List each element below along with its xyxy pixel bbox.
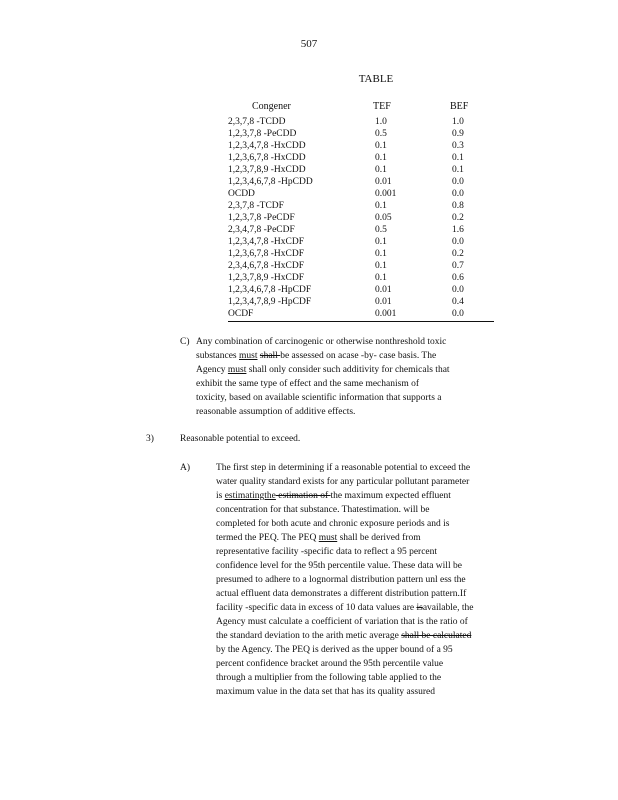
- table-row: [228, 116, 494, 128]
- table-row: [228, 260, 494, 272]
- tef-cell: 0.1: [375, 165, 387, 175]
- table-row: [228, 236, 494, 248]
- congener-cell: 1,2,3,4,7,8,9 -HpCDF: [228, 297, 312, 307]
- paragraph-line: [196, 405, 450, 419]
- bef-cell: 0.0: [452, 189, 464, 199]
- congener-cell: 1,2,3,6,7,8 -HxCDD: [228, 153, 306, 163]
- text-run: completed for both acute and chronic exposure periods and is: [216, 519, 450, 529]
- bef-cell: 0.0: [452, 177, 464, 187]
- tef-cell: 0.1: [375, 141, 387, 151]
- table-row: [228, 308, 494, 320]
- text-run: confidence level for the 95th percentile value. These data will be: [216, 561, 462, 571]
- text-run: concentration for that substance. Thatestimation. will be: [216, 505, 430, 515]
- congener-cell: 1,2,3,7,8 -PeCDF: [228, 213, 295, 223]
- text-run: the standard deviation to the arith metic average: [216, 631, 402, 641]
- paragraph-line: [216, 587, 473, 601]
- paragraph-line: [196, 349, 450, 363]
- table-row: [228, 284, 494, 296]
- paragraph-line: [216, 601, 473, 615]
- text-run: maximum value in the data set that has its quality assured: [216, 687, 435, 697]
- text-run: exhibit the same type of effect and the same mechanism of: [196, 379, 419, 389]
- tef-cell: 0.05: [375, 213, 392, 223]
- tef-cell: 0.1: [375, 153, 387, 163]
- paragraph-line: [216, 503, 473, 517]
- bef-cell: 0.9: [452, 129, 464, 139]
- table-row: [228, 176, 494, 188]
- congener-cell: 1,2,3,4,6,7,8 -HpCDF: [228, 285, 312, 295]
- paragraph-line: [216, 657, 473, 671]
- paragraph-line: [216, 643, 473, 657]
- congener-cell: 2,3,7,8 -TCDD: [228, 117, 286, 127]
- bef-cell: 1.6: [452, 225, 464, 235]
- tef-cell: 0.5: [375, 129, 387, 139]
- paragraph-line: [216, 685, 473, 699]
- deleted-text: shall be calculated: [401, 631, 472, 641]
- bef-cell: 0.1: [452, 165, 464, 175]
- text-run: representative facility -specific data to reflect a 95 percent: [216, 547, 438, 557]
- paragraph-line: [196, 363, 450, 377]
- paragraph-line: [196, 391, 450, 405]
- paragraph-line: [216, 573, 473, 587]
- text-run: be assessed on acase -by- case basis. The: [280, 351, 437, 361]
- bef-cell: 1.0: [452, 117, 464, 127]
- paragraph-line: [216, 475, 473, 489]
- table-header-row: [228, 101, 494, 116]
- inserted-text: must: [227, 365, 247, 375]
- text-run: Agency must calculate a coefficient of variation that is the ratio of: [216, 617, 468, 627]
- congener-cell: OCDF: [228, 309, 254, 319]
- table-row: [228, 212, 494, 224]
- text-run: termed the PEQ. The PEQ: [216, 533, 319, 543]
- section-a-paragraph: [216, 461, 473, 699]
- tef-cell: 0.1: [375, 261, 387, 271]
- tef-cell: 0.01: [375, 285, 392, 295]
- tef-cell: 0.1: [375, 249, 387, 259]
- table-row: [228, 128, 494, 140]
- table-row: [228, 140, 494, 152]
- text-run: shall only consider such additivity for chemicals that: [246, 365, 450, 375]
- paragraph-line: [216, 559, 473, 573]
- table-row: [228, 188, 494, 200]
- text-run: water quality standard exists for any particular pollutant parameter: [216, 477, 470, 487]
- bef-cell: 0.1: [452, 153, 464, 163]
- section-c-paragraph: [196, 335, 450, 419]
- text-run: The first step in determining if a reasonable potential to exceed the: [216, 463, 471, 473]
- tef-cell: 0.1: [375, 273, 387, 283]
- deleted-text: estimation of: [275, 491, 331, 501]
- paragraph-line: [216, 531, 473, 545]
- bef-cell: 0.0: [452, 285, 464, 295]
- bef-cell: 0.3: [452, 141, 464, 151]
- table-body: [228, 116, 494, 320]
- table-row: [228, 152, 494, 164]
- tef-cell: 0.01: [375, 297, 392, 307]
- text-run: Any combination of carcinogenic or otherwise nonthreshold toxic: [196, 337, 447, 347]
- paragraph-line: [216, 629, 473, 643]
- section-3-heading: Reasonable potential to exceed.: [180, 434, 301, 444]
- deleted-text: is: [416, 603, 423, 613]
- congener-cell: 1,2,3,7,8,9 -HxCDD: [228, 165, 306, 175]
- bef-cell: 0.0: [452, 237, 464, 247]
- bef-cell: 0.2: [452, 213, 464, 223]
- text-run: toxicity, based on available scientific information that supports a: [196, 393, 442, 403]
- tef-cell: 0.5: [375, 225, 387, 235]
- congener-cell: 1,2,3,6,7,8 -HxCDF: [228, 249, 305, 259]
- congener-cell: 1,2,3,7,8 -PeCDD: [228, 129, 297, 139]
- text-run: Agency: [196, 365, 228, 375]
- header-bef: BEF: [450, 101, 469, 112]
- page-number: 507: [300, 38, 318, 50]
- text-run: substances: [196, 351, 240, 361]
- bef-cell: 0.2: [452, 249, 464, 259]
- inserted-text: estimatingthe: [224, 491, 276, 501]
- header-congener: Congener: [252, 101, 291, 112]
- text-run: through a multiplier from the following table applied to the: [216, 673, 442, 683]
- congener-cell: 2,3,4,7,8 -PeCDF: [228, 225, 295, 235]
- section-a-label: A): [180, 463, 191, 473]
- text-run: facility -specific data in excess of 10 data values are: [216, 603, 417, 613]
- congener-cell: OCDD: [228, 189, 255, 199]
- text-run: available, the: [422, 603, 474, 613]
- paragraph-line: [216, 517, 473, 531]
- bef-cell: 0.7: [452, 261, 464, 271]
- table-row: [228, 224, 494, 236]
- paragraph-line: [216, 615, 473, 629]
- congener-cell: 2,3,7,8 -TCDF: [228, 201, 284, 211]
- text-run: shall be derived from: [337, 533, 421, 543]
- paragraph-line: [196, 335, 450, 349]
- section-c-label: C): [180, 337, 190, 347]
- tef-cell: 0.001: [375, 189, 397, 199]
- text-run: is: [216, 491, 225, 501]
- paragraph-line: [216, 489, 473, 503]
- table-row: [228, 200, 494, 212]
- inserted-text: must: [239, 351, 258, 361]
- table-row: [228, 272, 494, 284]
- paragraph-line: [216, 671, 473, 685]
- text-run: presumed to adhere to a lognormal distribution pattern unl ess the: [216, 575, 466, 585]
- bef-cell: 0.4: [452, 297, 464, 307]
- table-row: [228, 164, 494, 176]
- inserted-text: must: [318, 533, 338, 543]
- tef-bef-table: [228, 101, 494, 322]
- congener-cell: 1,2,3,4,7,8 -HxCDD: [228, 141, 306, 151]
- bef-cell: 0.0: [452, 309, 464, 319]
- paragraph-line: [216, 461, 473, 475]
- bef-cell: 0.8: [452, 201, 464, 211]
- paragraph-line: [196, 377, 450, 391]
- deleted-text: shall: [259, 351, 281, 361]
- tef-cell: 0.1: [375, 237, 387, 247]
- congener-cell: 2,3,4,6,7,8 -HxCDF: [228, 261, 305, 271]
- text-run: by the Agency. The PEQ is derived as the upper bound of a 95: [216, 645, 453, 655]
- text-run: reasonable assumption of additive effects.: [196, 407, 356, 417]
- text-run: percent confidence bracket around the 95th percentile value: [216, 659, 444, 669]
- tef-cell: 1.0: [375, 117, 387, 127]
- paragraph-line: [216, 545, 473, 559]
- table-title: TABLE: [358, 73, 394, 85]
- tef-cell: 0.1: [375, 201, 387, 211]
- congener-cell: 1,2,3,7,8,9 -HxCDF: [228, 273, 305, 283]
- tef-cell: 0.01: [375, 177, 392, 187]
- congener-cell: 1,2,3,4,7,8 -HxCDF: [228, 237, 305, 247]
- tef-cell: 0.001: [375, 309, 397, 319]
- bef-cell: 0.6: [452, 273, 464, 283]
- table-row: [228, 248, 494, 260]
- text-run: actual effluent data demonstrates a different distribution pattern.If: [216, 589, 467, 599]
- header-tef: TEF: [373, 101, 391, 112]
- table-row: [228, 296, 494, 308]
- text-run: the maximum expected effluent: [330, 491, 451, 501]
- congener-cell: 1,2,3,4,6,7,8 -HpCDD: [228, 177, 313, 187]
- section-3-label: 3): [146, 434, 154, 444]
